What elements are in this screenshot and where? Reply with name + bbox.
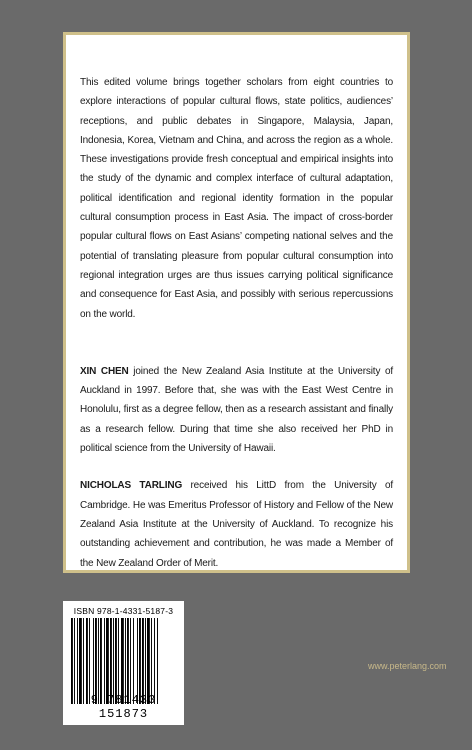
bio-nicholas-tarling	[80, 476, 393, 572]
bio-name: NICHOLAS TARLING	[80, 480, 183, 492]
bio-text: joined the New Zealand Asia Institute at the University of Auckland in 1997. Before that, she was with the East West Centre in Honolulu, first as a degree fellow, then as a research assistant and finally as a research fellow. During that time she also received her PhD in political science from the University of Hawaii.	[80, 365, 393, 455]
intro-paragraph: This edited volume brings together scholars from eight countries to explore interactions of popular cultural flows, state politics, audiences’ receptions, and public debates in Singapore, Malaysia, Japan, Indonesia, Korea, Vietnam and China, and across the region as a whole. These investigations provide fresh conceptual and empirical insights into the study of the dynamic and complex interface of cultural adaptation, political identification and regional identity formation in the popular cultural consumption process in East Asia. The impact of cross-border popular cultural flows on East Asians’ competing national selves and the potential of translating pleasure from popular cultural consumption into regional integration urges are thus issues carrying political significance and consequence for East Asia, and possibly with serious repercussions on the world.	[80, 77, 393, 320]
blurb-panel	[63, 32, 410, 573]
isbn-label: ISBN 978-1-4331-5187-3	[73, 606, 174, 616]
bio-text: received his LittD from the University of Cambridge. He was Emeritus Professor of History and Fellow of the New Zealand Asia Institute at the University of Auckland. To recognize his outstanding achievement and contribution, he was made a Member of the New Zealand Order of Merit.	[80, 480, 394, 569]
blurb-text	[80, 73, 393, 573]
bio-name: XIN CHEN	[80, 365, 129, 377]
bio-xin-chen	[80, 362, 393, 458]
barcode-bars	[71, 618, 176, 704]
publisher-website: www.peterlang.com	[368, 661, 447, 671]
isbn-barcode	[63, 601, 184, 725]
barcode-digits: 9 781433 151873	[90, 693, 157, 721]
